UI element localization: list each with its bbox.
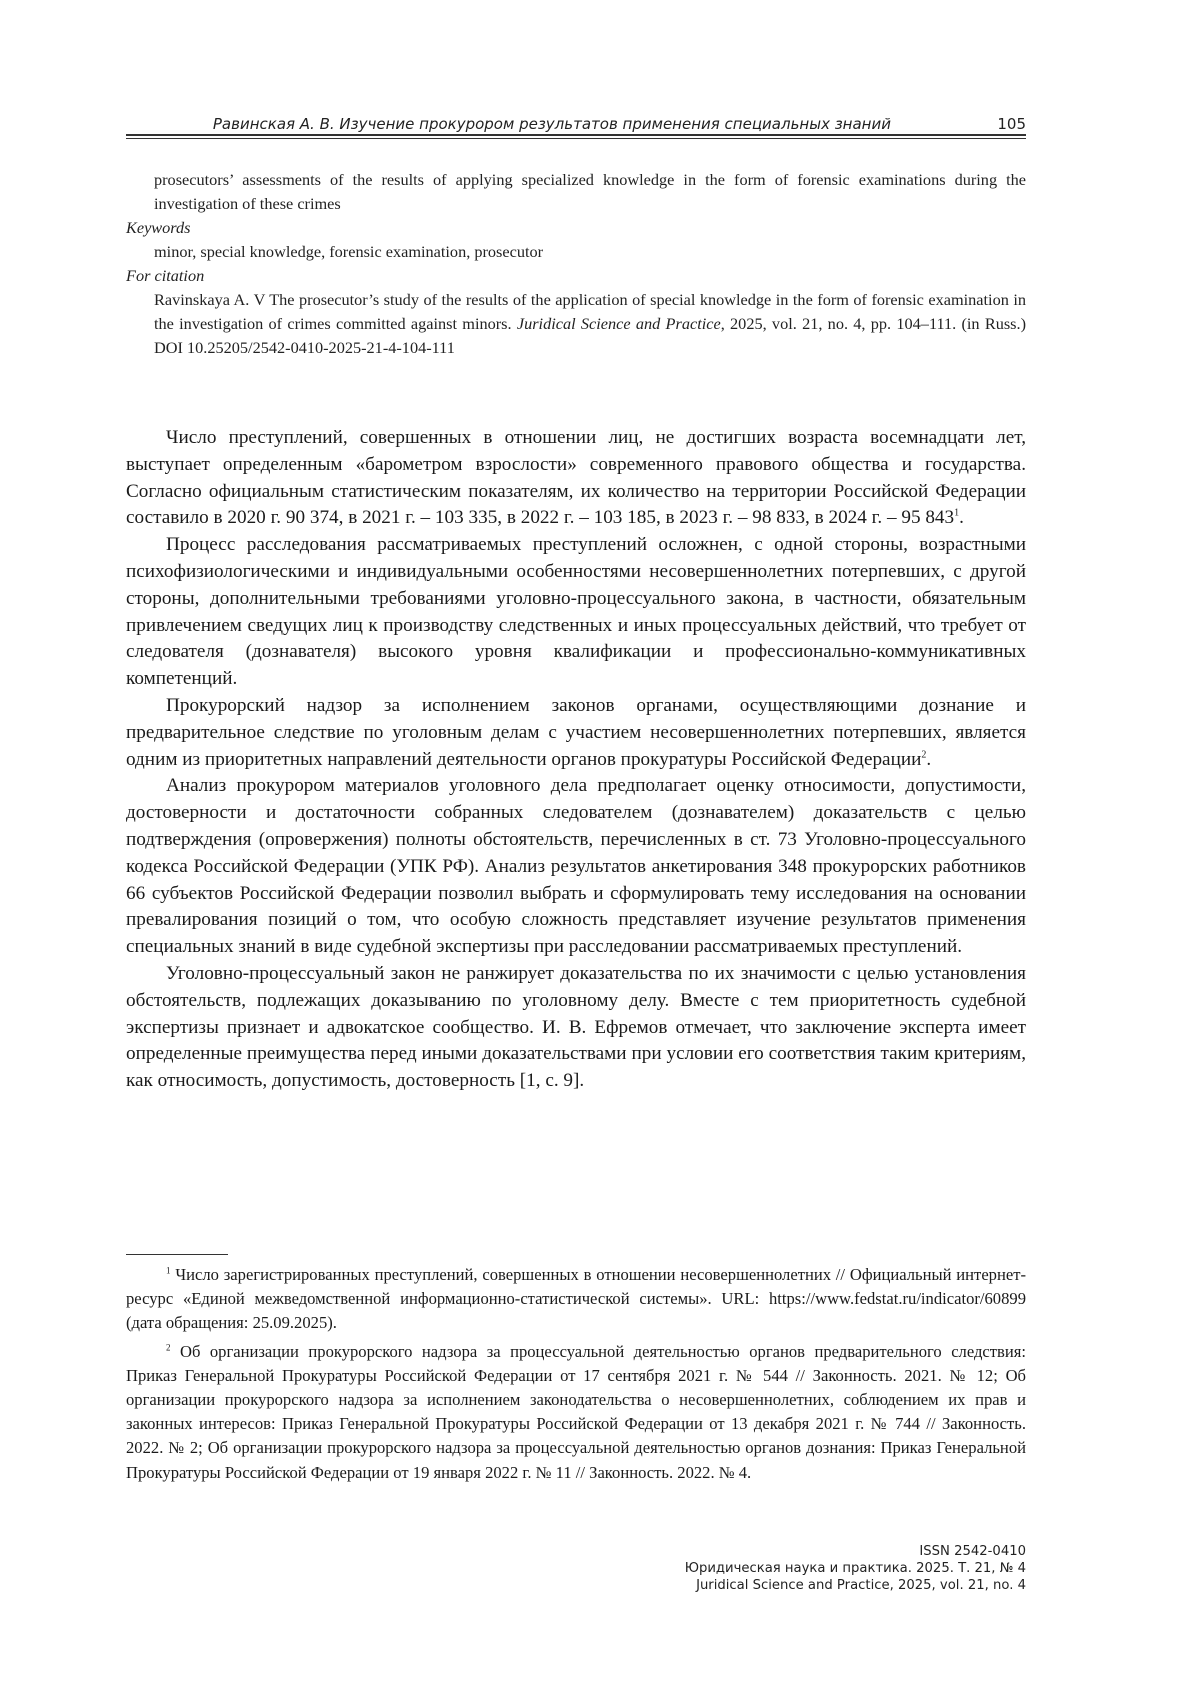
- journal-imprint: [685, 1543, 1026, 1594]
- footnote-2-mark: 2: [166, 1342, 171, 1353]
- issn: ISSN 2542-0410: [919, 1544, 1026, 1559]
- paragraph-4: Анализ прокурором материалов уголовного дела предполагает оценку относимости, допустимости, достоверности и достаточности собранных следователем (дознавателем) доказательств с целью подтверждения (опровержения) полноты обстоятельств, перечисленных в ст. 73 Уголовно-процессуального кодекса Российской Федерации (УПК РФ). Анализ результатов анкетирования 348 прокурорских работников 66 субъектов Российской Федерации позволил выбрать и сформулировать тему исследования на основании превалирования позиций о том, что особую сложность представляет изучение результатов применения специальных знаний в виде судебной экспертизы при расследовании рассматриваемых преступлений.: [126, 775, 1026, 958]
- imprint-en: Juridical Science and Practice, 2025, vol. 21, no. 4: [696, 1578, 1026, 1593]
- footnote-2: [126, 1340, 1026, 1485]
- footnote-1-text: Число зарегистрированных преступлений, совершенных в отношении несовершеннолетних // Официальный интернет-ресурс «Единой межведомственной информационно-статистической системы». URL: https://www.fedstat.ru/indicator/60899 (дата обращения: 25.09.2025).: [126, 1265, 1026, 1333]
- paragraph-3-text: Прокурорский надзор за исполнением законов органами, осуществляющими дознание и предварительное следствие по уголовным делам с участием несовершеннолетних потерпевших, является одним из приоритетных направлений деятельности органов прокуратуры Российской Федерации: [126, 694, 1026, 770]
- keywords: minor, special knowledge, forensic examination, prosecutor: [154, 242, 544, 261]
- paragraph-3-end: .: [926, 748, 932, 770]
- footnote-2-text: Об организации прокурорского надзора за процессуальной деятельностью органов предварительного следствия: Приказ Генеральной Прокуратуры Российской Федерации от 17 сентября 2021 г. № 544 // Законность. 2021. № 12; Об организации прокурорского надзора за исполнением законодательства о несовершеннолетних, соблюдением их прав и законных интересов: Приказ Генеральной Прокуратуры Российской Федерации от 13 декабря 2021 г. № 744 // Законность. 2022. № 2; Об организации прокурорского надзора за процессуальной деятельностью органов дознания: Приказ Генеральной Прокуратуры Российской Федерации от 19 января 2022 г. № 11 // Законность. 2022. № 4.: [126, 1341, 1026, 1482]
- footnotes: [126, 1263, 1026, 1485]
- paragraph-3: [126, 693, 1026, 773]
- footnote-ref-2[interactable]: 2: [921, 749, 927, 761]
- citation-label: For citation: [126, 266, 205, 285]
- citation-text-1: Ravinskaya A. V The prosecutor’s study of the results of the application of special knowledge in the form of forensic examination in the investigation of crimes committed against minors.: [154, 290, 1026, 333]
- citation: [126, 288, 1026, 360]
- header-rule-thin: [126, 138, 1026, 139]
- paragraph-1-end: .: [959, 507, 964, 529]
- header-rule-thick: [126, 134, 1026, 136]
- imprint-ru: Юридическая наука и практика. 2025. Т. 21, № 4: [684, 1561, 1026, 1576]
- english-metadata: [126, 168, 1026, 360]
- footnote-1: [126, 1263, 1026, 1336]
- running-title: Равинская А. В. Изучение прокурором результатов применения специальных знаний: [212, 115, 891, 133]
- footnote-1-mark: 1: [166, 1265, 171, 1276]
- keywords-label: Keywords: [126, 218, 191, 237]
- citation-journal: Juridical Science and Practice: [516, 314, 721, 333]
- page-number: 105: [997, 115, 1026, 133]
- paragraph-5: Уголовно-процессуальный закон не ранжирует доказательства по их значимости с целью установления обстоятельств, подлежащих доказыванию по уголовному делу. Вместе с тем приоритетность судебной экспертизы признает и адвокатское сообщество. И. В. Ефремов отмечает, что заключение эксперта имеет определенные преимущества перед иными доказательствами при условии его соответствия таким критериям, как относимость, допустимость, достоверность [1, с. 9].: [126, 962, 1026, 1092]
- article-body: [126, 425, 1026, 1095]
- paragraph-1-text: Число преступлений, совершенных в отношении лиц, не достигших возраста восемнадцати лет, выступает определенным «барометром взрослости» современного правового общества и государства. Согласно официальным статистическим показателям, их количество на территории Российской Федерации составило в 2020 г. 90 374, в 2021 г. – 103 335, в 2022 г. – 103 185, в 2023 г. – 98 833, в 2024 г. – 95 843: [126, 427, 1026, 529]
- footnote-ref-1[interactable]: 1: [954, 508, 960, 519]
- footnote-rule: [126, 1254, 228, 1255]
- citation-text-2: , 2025, vol. 21, no. 4, pp. 104–111. (in Russ.) DOI 10.25205/2542-0410-2025-21-4-104-111: [154, 314, 1027, 357]
- abstract-tail: prosecutors’ assessments of the results of applying specialized knowledge in the form of forensic examinations during the investigation of these crimes: [154, 170, 1026, 213]
- paragraph-1: [126, 425, 1026, 532]
- paragraph-2: Процесс расследования рассматриваемых преступлений осложнен, с одной стороны, возрастными психофизиологическими и индивидуальными особенностями несовершеннолетних потерпевших, с другой стороны, дополнительными требованиями уголовно-процессуального закона, в частности, обязательным привлечением сведущих лиц к производству следственных и иных процессуальных действий, что требует от следователя (дознавателя) высокого уровня квалификации и профессионально-коммуникативных компетенций.: [126, 534, 1026, 690]
